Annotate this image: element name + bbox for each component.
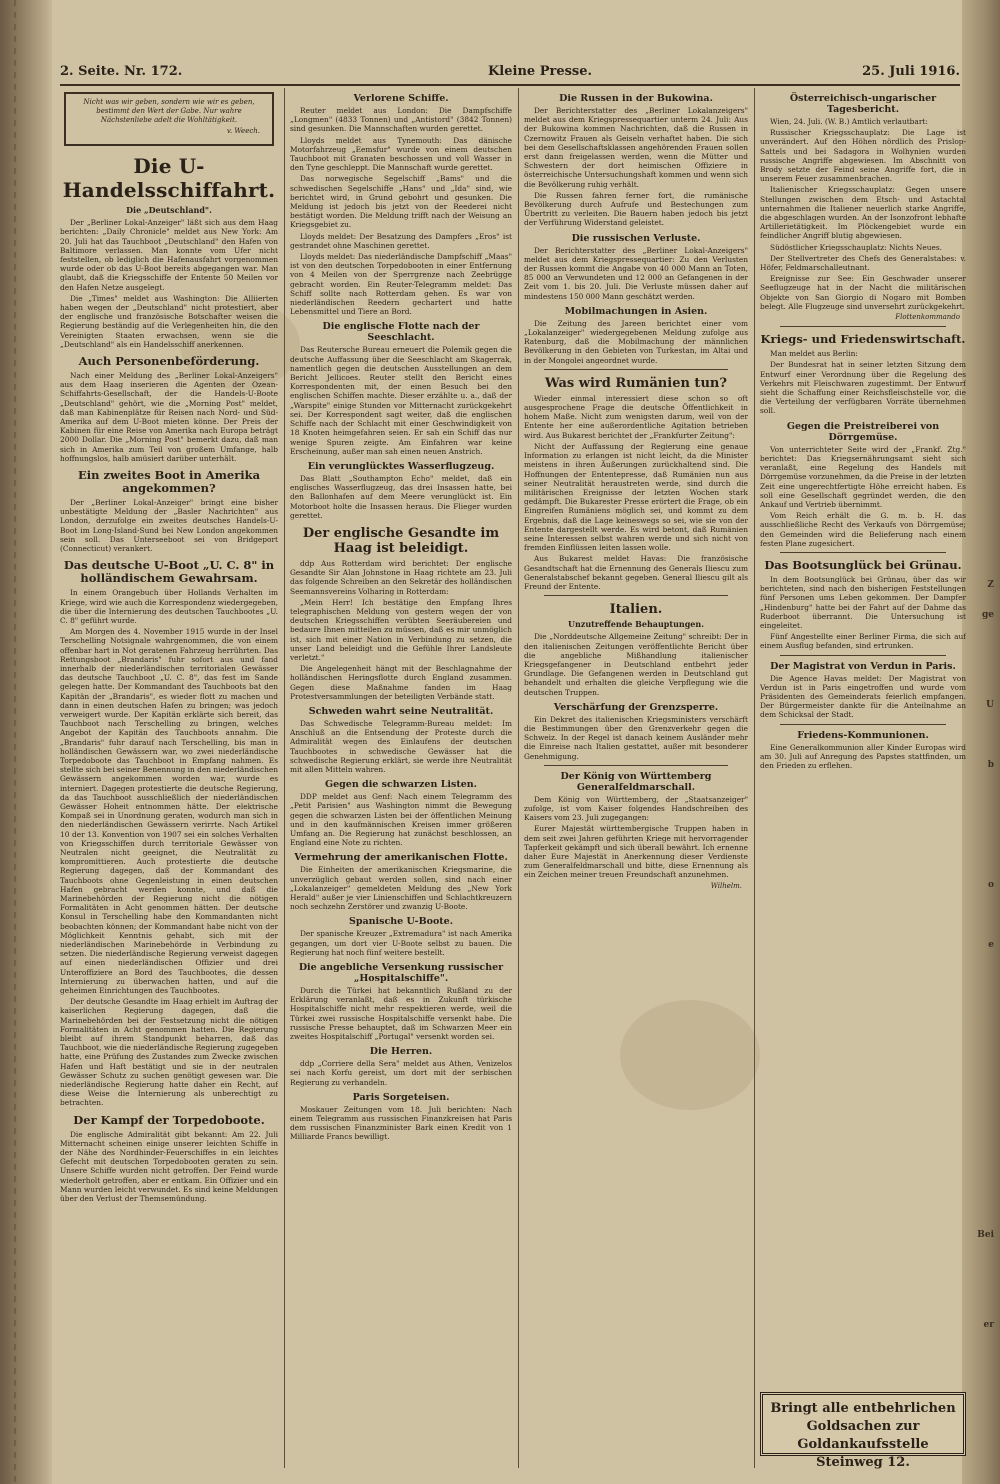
column-3 bbox=[524, 88, 748, 1468]
section-headline: Die Russen in der Bukowina. bbox=[559, 93, 713, 104]
article-paragraph: Wien, 24. Juli. (W. B.) Amtlich verlautbart: bbox=[770, 117, 928, 126]
article-paragraph: ddp Aus Rotterdam wird berichtet: Der englische Gesandte Sir Alan Johnstone in Haag richtete am 23. Juli das folgende Schreiben an den Sekretär des holländischen Seemannsvereins Volharing in Rotterdam: bbox=[290, 558, 512, 596]
section-headline: Spanische U-Boote. bbox=[348, 916, 454, 928]
article-paragraph: Lloyds meldet: Das niederländische Dampfschiff „Maas" ist von den deutschen Torpedobooten in einer Entfernung von 4 Meilen von der Sperrgrenze nach Zeebrügge gebracht worden. Ein Reuter-Telegramm meldet: Das Schiff sollte nach Rotterdam gehen. Es war von niederländischen Reedern gechartert und hatte Lebensmittel und Tiere an Bord. bbox=[290, 252, 512, 317]
article-paragraph: Die Agence Havas meldet: Der Magistrat von Verdun ist in Paris eingetroffen und wurde vom Präsidenten des Gemeinderats feierlich empfangen. Der Bürgermeister dankte für die Anteilnahme an dem Schicksal der Stadt. bbox=[760, 673, 966, 720]
section-headline: Kriegs- und Friedenswirtschaft. bbox=[760, 332, 966, 347]
section-headline: Was wird Rumänien tun? bbox=[545, 375, 727, 391]
divider bbox=[544, 595, 728, 596]
article-paragraph: Durch die Türkei hat bekanntlich Rußland zu der Erklärung veranlaßt, daß es in Zukunft türkische Hospitalschiffe nicht mehr respektieren werde, weil die Türkei zwei russische Hospitalschiffe versenkt habe. Die russische Presse behauptet, daß im Schwarzen Meer ein zweites Hospitalschiff „Portugal" versenkt worden sei. bbox=[290, 986, 512, 1042]
article-paragraph: Am Morgen des 4. November 1915 wurde in der Insel Terschelling Notsignale wahrgenommen, die von einem offenbar hart in Not geratenen Fahrzeug herrührten. Das Rettungsboot „Brandaris" fuhr sofort aus und fand innerhalb der niederländischen territorialen Gewässer das deutsche Tauchboot „U. C. 8", das fest im Sande gelegen hatte. Der Kommandant des Tauchboots bat den Kapitän der „Brandaris", es wieder flott zu machen und dann in einen deutschen Hafen zu bringen; was jedoch verweigert wurde. Der Kapitän erklärte sich bereit, das Tauchboot nach Terschelling zu bringen, welches Angebot der Kapitän des Tauchboots annahm. Die „Brandaris" fuhr darauf nach Terschelling, bis man in holländischen Gewässern war, wo zwei niederländische Torpedoboote das Tauchboot in Empfang nahmen. Es stellte sich bei seiner Benennung in den niederländischen Gewässern angekommen worden war, wurde es interniert. Dagegen protestierte die deutsche Regierung, da das Tauchboot ausschließlich der niederländischen Gewässer Hoheit entnommen hätte. Der elektrische Kompaß sei in Unordnung geraten, wodurch man sich in den niederländischen Gewässern verirrte. Nach Artikel 10 der 13. Konvention von 1907 sei ein solches Verhalten von Kriegsschiffen durch territoriale Gewässer von Neutralen nicht geeignet, die Neutralität zu kompromittieren. Auch protestierte die deutsche Regierung dagegen, daß der Kommandant des Tauchboots ohne Gegenleistung in einen deutschen Hafen gebracht werden konnte, und daß die Marinebehörden der Regierung nicht die nötigen Formalitäten in Acht genommen hätten. Der deutsche Konsul in Terschelling habe den Kommandanten nicht beobachten können; der Kommandant habe nicht von der Möglichkeit Kenntnis gehabt, sich mit der niederländischen Marinebehörde in Verbindung zu setzen. Die niederländische Regierung verweist dagegen auf einen niederländischen Offizier und drei Unteroffiziere an Bord des Tauchbootes, die dessen Internierung zu überwachen hatten, und auf die geheimen Einrichtungen des Tauchbootes. bbox=[60, 627, 278, 996]
edge-fragment: ge bbox=[981, 610, 994, 620]
column-4 bbox=[760, 88, 966, 1384]
section-headline: Die englische Flotte nach der Seeschlacht. bbox=[322, 321, 480, 344]
page-header bbox=[60, 60, 960, 86]
article-paragraph: Ein Dekret des italienischen Kriegsministers verschärft die Bestimmungen über den Grenzverkehr gegen die Schweiz. In der Regel ist danach keinem Ausländer mehr die Einreise nach Italien gestattet, außer mit besonderer Genehmigung. bbox=[524, 714, 748, 761]
edge-fragment: b bbox=[987, 760, 994, 770]
section-headline: Österreichisch-ungarischer Tagesbericht. bbox=[789, 93, 937, 115]
section-headline: Die russischen Verluste. bbox=[571, 232, 701, 244]
article-paragraph: Reuter meldet aus London: Die Dampfschiffe „Longmen" (4833 Tonnen) und „Antistord" (3842 Tonnen) sind gesunken. Die Mannschaften wurden gerettet. bbox=[290, 106, 512, 134]
article-paragraph: Der Stellvertreter des Chefs des Generalstabes: v. Höfer, Feldmarschalleutnant. bbox=[760, 253, 966, 273]
article-paragraph: Russischer Kriegsschauplatz: Die Lage ist unverändert. Auf den Höhen nördlich des Prislop-Sattels und bei Sadagora in Wolhynien wurden russische Angriffe abgewiesen. Im Abschnitt von Brody setzte der Feind seine Angriffe fort, die in unserem Feuer zusammenbrachen. bbox=[760, 128, 966, 184]
column-rule bbox=[284, 88, 285, 1468]
motto-box bbox=[64, 92, 274, 146]
section-headline: Die Herren. bbox=[369, 1046, 433, 1058]
article-paragraph: Eine Generalkommunion aller Kinder Europas wird am 30. Juli auf Anregung des Papstes stattfinden, um den Frieden zu erflehen. bbox=[760, 742, 966, 770]
article-paragraph: Aus Bukarest meldet Havas: Die französische Gesandtschaft hat die Ernennung des Generals Iliescu zum Generalstabschef bekannt gegeben. General Iliescu gilt als Freund der Entente. bbox=[524, 554, 748, 591]
column-rule bbox=[518, 88, 519, 1468]
article-paragraph: Vom Reich erhält die G. m. b. H. das ausschließliche Recht des Verkaufs von Dörrgemüse; den Gemeinden wird die Belieferung nach einem festen Plane zugesichert. bbox=[760, 511, 966, 548]
section-headline: Ein verunglücktes Wasserflugzeug. bbox=[307, 460, 495, 472]
newspaper-title: Kleine Presse. bbox=[488, 64, 593, 79]
divider bbox=[780, 724, 946, 725]
section-headline: Der König von Württemberg Generalfeldmarschall. bbox=[560, 770, 712, 793]
section-headline: Verschärfung der Grenzsperre. bbox=[553, 701, 719, 713]
article-paragraph: Die englische Admiralität gibt bekannt: Am 22. Juli Mitternacht scheinen einige unserer leichten Schiffe in der Nähe des Nordhinder-Feuerschiffes in ein leichtes Gefecht mit deutschen Torpedobooten geraten zu sein. Unsere Schiffe wurden nicht getroffen. Der Feind wurde wiederholt getroffen, aber er entkam. Ein Offizier und ein Mann wurden leicht verwundet. Es sind keine Meldungen über den Verlust der Themsemündung. bbox=[60, 1129, 278, 1204]
article-paragraph: In dem Bootsunglück bei Grünau, über das wir berichteten, sind nach den bisherigen Feststellungen fünf Personen ums Leben gekommen. Der Dampfer „Hindenburg" hatte bei der Fahrt auf der Dahme das Ruderboot überrannt. Die Untersuchung ist eingeleitet. bbox=[760, 574, 966, 630]
article-paragraph: Das norwegische Segelschiff „Bams" und die schwedischen Segelschiffe „Hans" und „Ida" sind, wie berichtet wird, in Grund gebohrt und gesunken. Die Meldung ist jedoch bis jetzt von der Reederei nicht bestätigt worden. Die Meldung trifft nach der Weisung an Kriegsgebiet zu. bbox=[290, 174, 512, 230]
article-paragraph: Die Angelegenheit hängt mit der Beschlagnahme der holländischen Heringsflotte durch England zusammen. Gegen diese Maßnahme fanden im Haag Protestversammlungen der beteiligten Verbände statt. bbox=[290, 664, 512, 701]
section-headline: Paris Sorgeteisen. bbox=[352, 1091, 450, 1103]
issue-date: 25. Juli 1916. bbox=[862, 64, 960, 79]
section-headline: Das deutsche U-Boot „U. C. 8" in holländischem Gewahrsam. bbox=[63, 558, 275, 586]
section-headline: Der Magistrat von Verdun in Paris. bbox=[770, 660, 956, 672]
article-paragraph: Die Russen fahren ferner fort, die rumänische Bevölkerung durch Aufrufe und Bestechungen zum Übertritt zu verleiten. Die Bauern haben jedoch bis jetzt der Verführung Widerstand geleistet. bbox=[524, 190, 748, 228]
article-paragraph: Der spanische Kreuzer „Extremadura" ist nach Amerika gegangen, um dort vier U-Boote selbst zu bauen. Die Regierung hat noch fünf weitere bestellt. bbox=[290, 929, 512, 957]
article-paragraph: Nicht der Auffassung der Regierung eine genaue Information zu erlangen ist nicht leicht, da die Minister meistens in ihren Äußerungen zurückhaltend sind. Die Hoffnungen der Ententepresse, daß Rumänien nun aus seiner Neutralität heraustreten werde, sind durch die militärischen Ereignisse der letzten Wochen stark gedämpft. Die Bukarester Presse erörtert die Frage, ob ein Eingreifen Rumäniens möglich sei, und kommt zu dem Ergebnis, daß die Lage keineswegs so sei, wie sie von der Entente dargestellt werde. Es wird betont, daß Rumänien seine Interessen selbst wahren werde und sich nicht von fremden Einflüssen leiten lassen wolle. bbox=[524, 441, 748, 553]
divider bbox=[780, 552, 946, 553]
section-headline: Der englische Gesandte im Haag ist beleidigt. bbox=[302, 525, 500, 556]
article-paragraph: Der „Berliner Lokal-Anzeiger" läßt sich aus dem Haag berichten: „Daily Chronicle" meldet aus New York: Am 20. Juli hat das Tauchboot „Deutschland" den Hafen von Baltimore verlassen. Man konnte vom Ufer nicht feststellen, ob lediglich die Hafenausfahrt vorgenommen wurde oder ob das U-Boot bereits abgegangen war. Man glaubt, daß die Kriegsschiffe der Entente 50 Meilen vor den Hafen Netze ausgelegt. bbox=[60, 218, 278, 292]
section-headline: Mobilmachungen in Asien. bbox=[564, 305, 708, 317]
book-binding bbox=[0, 0, 52, 1484]
section-subheadline: Unzutreffende Behauptungen. bbox=[568, 619, 704, 630]
section-headline: Der Kampf der Torpedoboote. bbox=[73, 1112, 265, 1127]
edge-fragment: e bbox=[988, 940, 994, 950]
section-headline: Verlorene Schiffe. bbox=[353, 93, 449, 104]
article-paragraph: Die Einheiten der amerikanischen Kriegsmarine, die unverzüglich gebaut werden sollen, sind nach einer „Lokalanzeiger" gemeldeten Meldung des „New York Herald" außer je vier Linienschiffen und Schlachtkreuzern noch sechzehn Zerstörer und zwanzig U-Boote. bbox=[290, 865, 512, 912]
article-paragraph: Das Blatt „Southampton Echo" meldet, daß ein englisches Wasserflugzeug, das drei Insassen hatte, bei den Ballonhafen auf dem Meere verunglückt ist. Ein Motorboot holte die Insassen heraus. Die Flieger wurden gerettet. bbox=[290, 473, 512, 520]
section-headline: Ein zweites Boot in Amerika angekommen? bbox=[77, 468, 261, 496]
divider bbox=[544, 765, 728, 766]
edge-fragment: er bbox=[983, 1320, 994, 1330]
section-headline: Das Bootsunglück bei Grünau. bbox=[764, 557, 962, 572]
column-2 bbox=[290, 88, 512, 1468]
article-paragraph: Das Reutersche Bureau erneuert die Polemik gegen die deutsche Auffassung über die Seeschlacht am Skagerrak, namentlich gegen die deutschen Ausstellungen an dem Bericht Jellicoes. Reuter stellt den Bericht eines Korrespondenten mit, der einen Besuch bei den englischen Schiffen machte. Dieser erzählte u. a., daß der „Warspite" einige Stunden vor Mitternacht zurückgekehrt sei. Der Korrespondent sagt weiter, daß die englischen Schiffe nach der Schlacht mit einer Geschwindigkeit von 18 Knoten heimgefahren seien. Er sah ein Schiff das nur wenige Spuren zeigte. Am Einfahren war keine Erscheinung, außer man sah einen neuen Anstrich. bbox=[290, 345, 512, 456]
article-paragraph: Eurer Majestät württembergische Truppen haben in dem seit zwei Jahren geführten Kriege mit hervorragender Tapferkeit gekämpft und sich überall bewährt. Ich ernenne daher Eure Majestät in Anerkennung dieser Verdienste zum Generalfeldmarschall und bitte, diese Ernennung als ein Zeichen meiner treuen Freundschaft anzunehmen. bbox=[524, 824, 748, 880]
article-paragraph: Südöstlicher Kriegsschauplatz: Nichts Neues. bbox=[770, 242, 942, 252]
article-paragraph: „Mein Herr! Ich bestätige den Empfang Ihres telegraphischen Meldung von gestern wegen der von deutschen Kriegsschiffen verübten Seeräubereien und bedaure Ihnen mitteilen zu müssen, daß es mir unmöglich ist, sich mit einer Nation in Verbindung zu setzen, die unser Land beleidigt und die Gefühle Ihrer Landsleute verletzt." bbox=[290, 597, 512, 662]
main-subheadline: Die „Deutschland". bbox=[126, 205, 212, 215]
article-paragraph: Lloyds meldet: Der Besatzung des Dampfers „Eros" ist gestrandet ohne Maschinen gerettet. bbox=[290, 231, 512, 250]
article-paragraph: Das Schwedische Telegramm-Bureau meldet: Im Anschluß an die Entsendung der Proteste durch die Admiralität wegen des Einlaufens der deutschen Tauchbootes in schwedische Gewässer hat die schwedische Regierung erklärt, sie werde ihre Neutralität mit allen Mitteln wahren. bbox=[290, 718, 512, 774]
article-paragraph: DDP meldet aus Genf: Nach einem Telegramm des „Petit Parisien" aus Washington nimmt die Bewegung gegen die schwarzen Listen bei der öffentlichen Meinung und in den kaufmännischen Kreisen immer größeren Umfang an. Die Regierung hat zunächst beschlossen, an England eine Note zu richten. bbox=[290, 792, 512, 848]
article-paragraph: Wieder einmal interessiert diese schon so oft ausgesprochene Frage die deutsche Öffentlichkeit in hohem Maße. Nicht zum wenigsten darum, weil von der Entente her eine außerordentliche Agitation betrieben wird. Aus Bukarest berichtet der „Frankfurter Zeitung": bbox=[524, 393, 748, 440]
article-paragraph: Die „Times" meldet aus Washington: Die Alliierten haben wegen der „Deutschland" nicht protestiert, aber der englische und französische Botschafter weisen die Regierung beständig auf die Verlegenheiten hin, die den Vereinigten Staaten erwachsen, wenn sie die „Deutschland" als ein Handelsschiff anerkennen. bbox=[60, 293, 278, 349]
article-paragraph: Lloyds meldet aus Tynemouth: Das dänische Motorfahrzeug „Eemsfur" wurde von einem deutschen Tauchboot mit Granaten beschossen und voll Wasser in den Tyne geschleppt. Die Mannschaft wurde gerettet. bbox=[290, 135, 512, 173]
article-paragraph: Dem König von Württemberg, der „Staatsanzeiger" zufolge, ist vom Kaiser folgendes Handschreiben des Kaisers vom 23. Juli zugegangen: bbox=[524, 794, 748, 823]
edge-fragment: U bbox=[986, 700, 994, 710]
edge-fragment: Bei bbox=[977, 1230, 994, 1240]
article-paragraph: Der Berichterstatter des „Berliner Lokalanzeigers" meldet aus dem Kriegspressequartier unterm 24. Juli: Aus der Bukowina kommen Nachrichten, daß die Russen in Czernowitz Frauen als Geiseln verhaftet haben. Die sich bei dem Gesellschaftsklassen angehörenden Frauen sollen erst dann freigelassen werden, wenn die Mütter und Schwestern der dort heimischen Offiziere in österreichische Untersuchungshaft kommen und wenn sich die Bevölkerung ruhig verhält. bbox=[524, 106, 748, 189]
adjacent-page-edge bbox=[962, 0, 1000, 1484]
signature: Flottenkommando bbox=[895, 313, 960, 322]
article-paragraph: Fünf Angestellte einer Berliner Firma, die sich auf einem Ausflug befanden, sind ertrunken. bbox=[760, 632, 966, 651]
gold-collection-advertisement: Bringt alle entbehrlichen Goldsachen zur Goldankaufsstelle Steinweg 12. bbox=[760, 1392, 966, 1456]
motto-author: v. Weech. bbox=[226, 127, 260, 135]
column-1 bbox=[60, 88, 278, 1468]
article-paragraph: Der „Berliner Lokal-Anzeiger" bringt eine bisher unbestätigte Meldung der „Basler Nachrichten" aus London, derzufolge ein zweites deutsches Handels-U-Boot im Long-Island-Sund bei New London angekommen sein soll. Das Unterseeboot sei von Bridgeport (Connecticut) verankert. bbox=[60, 498, 278, 554]
article-paragraph: Die Zeitung des Jareen berichtet einer vom „Lokalanzeiger" wiedergegebenen Meldung zufolge aus Ratenburg, daß die Mobilmachung der männlichen Bevölkerung in den Gebieten von Turkestan, im Altai und in der Mongolei angeordnet wurde. bbox=[524, 318, 748, 365]
page-number: 2. Seite. Nr. 172. bbox=[60, 64, 183, 79]
article-paragraph: Die „Norddeutsche Allgemeine Zeitung" schreibt: Der in den italienischen Zeitungen veröffentlichte Bericht über die angebliche Mißhandlung italienischer Kriegsgefangener in Deutschland entbehrt jeder Grundlage. Die Gefangenen werden in Deutschland gut behandelt und erhalten die gleiche Verpflegung wie die deutschen Truppen. bbox=[524, 632, 748, 697]
article-paragraph: Italienischer Kriegsschauplatz: Gegen unsere Stellungen zwischen dem Etsch- und Astachtal unternahmen die Italiener neuerlich starke Angriffe, die abgeschlagen wurden. An der Isonzofront lebhafte Artillerietätigkeit. Im Plöckengebiet wurde ein feindlicher Angriff blutig abgewiesen. bbox=[760, 185, 966, 241]
section-headline: Die angebliche Versenkung russischer „Hospitalschiffe". bbox=[298, 962, 504, 985]
article-paragraph: In einem Orangebuch über Hollands Verhalten im Kriege, wird wie auch die Korrespondenz wiedergegeben, die über die Internierung des deutschen Tauchbootes „U. C. 8" geführt wurde. bbox=[60, 588, 278, 625]
article-paragraph: Von unterrichteter Seite wird der „Frankf. Ztg." berichtet: Das Kriegsernährungsamt sieht sich veranlaßt, eine Regelung des Handels mit Dörrgemüse vorzunehmen, da die Preise in der letzten Zeit eine ungerechtfertigte Höhe erreicht haben. Es soll eine Gesellschaft gegründet werden, die den Ankauf und Vertrieb übernimmt. bbox=[760, 444, 966, 509]
section-headline: Schweden wahrt seine Neutralität. bbox=[308, 705, 494, 717]
column-rule bbox=[754, 88, 755, 1468]
divider bbox=[780, 655, 946, 656]
divider bbox=[780, 326, 946, 327]
signature: Wilhelm. bbox=[710, 881, 742, 890]
article-paragraph: Ereignisse zur See: Ein Geschwader unserer Seeflugzeuge hat in der Nacht die militärischen Objekte von San Giorgio di Nogaro mit Bomben belegt. Alle Flugzeuge sind unversehrt zurückgekehrt. bbox=[760, 274, 966, 311]
article-paragraph: Der Bundesrat hat in seiner letzten Sitzung dem Entwurf einer Verordnung über die Regelung des Verkehrs mit Fleischwaren zugestimmt. Der Entwurf sieht die Schaffung einer Reichsfleischstelle vor, die die Verteilung der verfügbaren Vorräte übernehmen soll. bbox=[760, 360, 966, 416]
article-paragraph: Moskauer Zeitungen vom 18. Juli berichten: Nach einem Telegramm aus russischen Finanzkreisen hat Paris dem russischen Finanzminister Bark einen Kredit von 1 Milliarde Francs bewilligt. bbox=[290, 1104, 512, 1142]
divider bbox=[544, 369, 728, 370]
article-paragraph: Der Berichterstatter des „Berliner Lokal-Anzeigers" meldet aus dem Kriegspressequartier: Zu den Verlusten der Russen kommt die Angabe von 40 000 Mann an Toten, 85 000 an Verwundeten und 12 000 an Gefangenen in der Zeit vom 1. bis 20. Juli. Die Verluste müssen daher auf mindestens 150 000 Mann geschätzt werden. bbox=[524, 245, 748, 301]
section-headline: Gegen die Preistreiberei von Dörrgemüse. bbox=[786, 420, 940, 443]
section-headline: Gegen die schwarzen Listen. bbox=[325, 779, 477, 791]
main-headline: Die U-Handelsschiffahrt. bbox=[62, 154, 276, 202]
article-paragraph: Nach einer Meldung des „Berliner Lokal-Anzeigers" aus dem Haag inserieren die Agenten der Ozean-Schiffahrts-Gesellschaft, der die Handels-U-Boote „Deutschland" gehört, wie die „Morning Post" meldet, daß man Kabinenplätze für Reisen nach Nord- und Süd-Amerika auf dem U-Boot mieten könne. Der Preis der Kabinen für eine Reise von Amerika nach Europa beträgt 2000 Dollar. Die „Morning Post" bemerkt dazu, daß man sich in Amerika zum Teil von großem Umfange, halb hoffnungslos, halb amüsiert darüber unterhält. bbox=[60, 371, 278, 463]
section-headline: Auch Personenbeförderung. bbox=[78, 354, 260, 369]
motto-text: Nicht was wir geben, sondern wie wir es geben, bestimmt den Wert der Gabe. Nur wahre Nächstenliebe adelt die Wohltätigkeit. bbox=[83, 98, 255, 124]
section-headline: Italien. bbox=[609, 602, 663, 618]
article-paragraph: Man meldet aus Berlin: bbox=[770, 349, 858, 359]
article-paragraph: Der deutsche Gesandte im Haag erhielt im Auftrag der kaiserlichen Regierung dagegen, daß die Marinebehörden bei der Festsetzung nicht die nötigen Formalitäten in Acht genommen hatten. Die Regierung bleibt auf ihrem Standpunkt beharren, daß das Tauchboot, wie die niederländische Regierung zugegeben hatte, eine Prüfung des Zustandes zum Zwecke zwischen Hafen und Haft bestätigt und sie in der neutralen Gewässer Schutz zu suchen genötigt gewesen war. Die niederländische Regierung hatte daher ein Recht, auf diese Weise die Internierung als unberechtigt zu betrachten. bbox=[60, 997, 278, 1108]
section-headline: Vermehrung der amerikanischen Flotte. bbox=[294, 852, 508, 864]
edge-fragment: Z bbox=[987, 580, 994, 590]
edge-fragment: o bbox=[987, 880, 994, 890]
section-headline: Friedens-Kommunionen. bbox=[797, 729, 929, 741]
article-paragraph: ddp „Corriere della Sera" meldet aus Athen, Venizelos sei nach Korfu gereist, um dort mit der serbischen Regierung zu verhandeln. bbox=[290, 1059, 512, 1087]
